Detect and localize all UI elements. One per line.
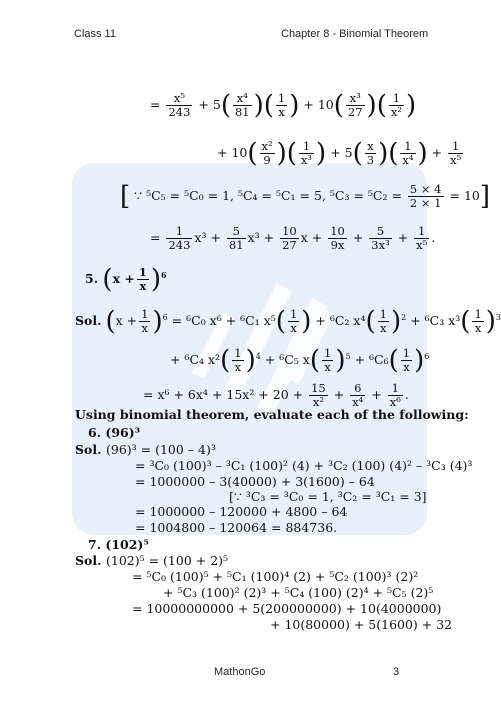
denominator: 27	[282, 238, 297, 252]
eq-text: + 10	[303, 97, 334, 112]
numerator: 1	[324, 346, 332, 360]
denominator: 243	[168, 105, 191, 119]
fraction	[350, 382, 365, 409]
solution-6-line-1: (96)³ = (100 – 4)³	[106, 442, 216, 457]
eq-text: x +	[300, 230, 323, 245]
denominator: x⁶	[389, 395, 401, 409]
denominator: 3x³	[371, 238, 390, 252]
solution-label: Sol.	[75, 442, 102, 457]
eq-text: +	[333, 387, 345, 402]
denominator: x⁵	[416, 238, 428, 252]
eq-line-2: + 10( $\frac{\text{x²}}{9}$ )( $\frac{1}{\text{x³}}$ ) + 5( $\frac{x}{3}$ )( $\frac{1}{\text{x⁴}}$ ) + $\frac{1}{\text{x⁵}}$	[217, 138, 462, 169]
denominator: x	[278, 105, 285, 119]
exponent: 6	[161, 269, 167, 280]
exponent: 6	[162, 312, 168, 322]
numerator: 1	[414, 225, 429, 239]
eq-text: +	[352, 230, 364, 245]
eq-text: = ⁶C₀ x⁶ + ⁶C₁ x⁵	[171, 313, 276, 328]
fraction	[288, 308, 299, 335]
fraction	[388, 382, 403, 409]
eq-text: .	[404, 387, 409, 402]
fraction	[166, 225, 192, 252]
solution-7-line-1: (102)⁵ = (100 + 2)⁵	[106, 553, 229, 568]
denominator: x²	[390, 105, 402, 119]
denominator: x	[139, 279, 147, 293]
eq-text: + ⁶C₂ x⁴	[315, 313, 366, 328]
section-heading: Using binomial theorem, evaluate each of the following:	[75, 407, 469, 422]
numerator: 1	[400, 140, 415, 154]
fraction	[137, 266, 149, 293]
numerator: x	[365, 140, 376, 154]
fraction	[139, 308, 150, 335]
exponent: 2	[401, 312, 407, 322]
solution-6-line-4: [∵ ³C₃ = ³C₀ = 1, ³C₂ = ³C₁ = 3]	[229, 489, 427, 504]
solution-7-line-5: + 10(80000) + 5(1600) + 32	[270, 617, 453, 632]
eq-line-3-bracket: [ ∵ ⁵C₅ = ⁵C₀ = 1, ⁵C₄ = ⁵C₁ = 5, ⁵C₃ = ⁵C₂ = $\frac{5 \times 4}{2 \times 1}$ = 10]	[120, 181, 491, 212]
numerator: 1	[388, 382, 403, 396]
numerator: 1	[474, 307, 482, 321]
fraction	[448, 140, 463, 167]
solution-5-row-2: + ⁶C₄ x²( $\frac{1}{x}$ )$^4$ + ⁶C₅ x( $\frac{1}{x}$ )$^5$ + ⁶C₆( $\frac{1}{x}$ )$^6$	[170, 345, 430, 376]
fraction	[389, 92, 404, 119]
eq-text: + ⁶C₄ x²	[170, 352, 221, 367]
fraction	[328, 225, 347, 252]
eq-text: x +	[112, 271, 135, 286]
eq-text: + ⁶C₃ x³	[410, 313, 461, 328]
numerator: 10	[282, 224, 297, 238]
denominator: x	[474, 321, 482, 335]
denominator: 27	[347, 105, 363, 119]
eq-text: = x⁶ + 6x⁴ + 15x² + 20 +	[143, 387, 304, 402]
solution-6-line-6: = 1004800 – 120064 = 884736.	[135, 520, 338, 535]
solution-7-line-4: = 10000000000 + 5(200000000) + 10(4000000)	[132, 601, 442, 616]
exponent: 6	[424, 351, 430, 361]
eq-text: +	[431, 145, 443, 160]
eq-text: .	[431, 230, 436, 245]
fraction	[233, 92, 252, 119]
numerator: x⁵	[166, 92, 192, 106]
fraction	[309, 382, 328, 409]
fraction	[322, 347, 333, 374]
numerator: x²	[261, 139, 273, 153]
solution-5-row-1: Sol. (x + $\frac{1}{x}$ )$^6$ = ⁶C₀ x⁶ + ⁶C₁ x⁵( $\frac{1}{x}$ ) + ⁶C₂ x⁴( $\frac{1}{x}$ )$^2$ + ⁶C₃ x³( $\frac{1}{x}$ )$^3$	[75, 306, 501, 337]
numerator: 6	[350, 382, 365, 396]
fraction	[400, 140, 415, 167]
fraction	[299, 140, 314, 167]
eq-text: + 10	[217, 145, 248, 160]
denominator: 243	[168, 238, 191, 252]
question-5: 5. (x + $\frac{1}{x}$ )$^6$	[85, 264, 167, 295]
eq-text: + ⁶C₅ x	[264, 352, 310, 367]
fraction	[276, 92, 287, 119]
eq-text: ∵ ⁵C₅ = ⁵C₀ = 1, ⁵C₄ = ⁵C₁ = 5, ⁵C₃ = ⁵C₂ =	[134, 188, 402, 203]
denominator: x	[290, 321, 297, 335]
eq-text: = 10	[449, 188, 480, 203]
denominator: x²	[312, 395, 324, 409]
numerator: 1	[138, 265, 147, 279]
footer-brand: MathonGo	[214, 666, 266, 678]
fraction	[227, 225, 246, 252]
denominator: x	[324, 360, 331, 374]
eq-text: x³ +	[194, 230, 221, 245]
fraction	[472, 308, 483, 335]
solution-5-row-3	[143, 382, 409, 409]
header-chapter: Chapter 8 - Binomial Theorem	[281, 28, 429, 40]
question-number: 5.	[85, 271, 99, 286]
denominator: 81	[234, 105, 250, 119]
eq-text: x³ +	[247, 230, 275, 245]
numerator: 15	[311, 381, 326, 395]
numerator: 10	[330, 224, 345, 238]
numerator: 5	[369, 225, 391, 239]
eq-text: =	[150, 230, 161, 245]
denominator: x	[141, 321, 149, 335]
fraction	[378, 308, 389, 335]
exponent: 5	[345, 351, 351, 361]
solution-6-line-2: = ³C₀ (100)³ – ³C₁ (100)² (4) + ³C₂ (100) (4)² – ³C₃ (4)³	[135, 458, 473, 473]
numerator: 1	[166, 225, 192, 239]
numerator: 1	[234, 346, 242, 360]
exponent: 4	[255, 351, 261, 361]
eq-text: +	[397, 230, 409, 245]
fraction	[232, 347, 243, 374]
header-class: Class 11	[74, 28, 116, 40]
fraction	[260, 140, 275, 167]
numerator: 1	[379, 307, 387, 321]
denominator: x⁴	[352, 395, 364, 409]
numerator: x³	[346, 92, 365, 106]
numerator: 1	[402, 346, 411, 360]
eq-line-4	[150, 225, 435, 252]
denominator: x	[403, 360, 410, 374]
numerator: 1	[141, 307, 149, 321]
fraction	[365, 140, 376, 167]
eq-text: x +	[115, 313, 138, 328]
solution-6-line-3: = 1000000 – 3(40000) + 3(1600) – 64	[135, 474, 375, 489]
denominator: 2 × 1	[409, 196, 442, 210]
eq-text: + 5	[330, 145, 353, 160]
fraction	[166, 92, 192, 119]
eq-text: + 5	[198, 97, 221, 112]
numerator: 1	[289, 307, 298, 321]
fraction	[408, 183, 444, 210]
denominator: x³	[300, 153, 313, 167]
fraction	[280, 225, 299, 252]
eq-text: +	[371, 387, 382, 402]
solution-label: Sol.	[75, 313, 102, 328]
eq-text: + ⁶C₆	[354, 352, 389, 367]
exponent: 3	[495, 312, 501, 322]
denominator: 81	[228, 238, 244, 252]
fraction	[414, 225, 429, 252]
numerator: 5 × 4	[409, 182, 442, 196]
numerator: 5	[227, 225, 246, 239]
numerator: 1	[448, 140, 463, 154]
question-6: 6. (96)³	[88, 425, 141, 440]
eq-text: =	[150, 97, 161, 112]
solution-label: Sol.	[75, 553, 102, 568]
page-number: 3	[393, 666, 400, 678]
solution-7-line-3: + ⁵C₃ (100)² (2)³ + ⁵C₄ (100) (2)⁴ + ⁵C₅ (2)⁵	[163, 585, 434, 600]
fraction	[401, 347, 412, 374]
solution-6-line-5: = 1000000 – 120000 + 4800 – 64	[135, 504, 348, 519]
fraction	[346, 92, 365, 119]
denominator: x	[380, 321, 387, 335]
eq-line-1: = $\frac{\text{x⁵}}{243}$ + 5( $\frac{\text{x⁴}}{81}$ )( $\frac{1}{x}$ ) + 10( $\frac{\text{x³}}{27}$ )( $\frac{1}{\text{x²}}$ )	[150, 90, 417, 121]
denominator: x⁵	[450, 153, 462, 167]
question-7: 7. (102)⁵	[88, 537, 149, 552]
denominator: x	[234, 360, 242, 374]
numerator: 1	[299, 140, 314, 154]
denominator: x⁴	[402, 153, 414, 167]
numerator: 1	[389, 92, 404, 106]
denominator: 9x	[330, 238, 345, 252]
numerator: 1	[277, 91, 286, 105]
numerator: x⁴	[233, 92, 252, 106]
fraction	[369, 225, 391, 252]
denominator: 3	[366, 153, 375, 167]
solution-7-line-2: = ⁵C₀ (100)⁵ + ⁵C₁ (100)⁴ (2) + ⁵C₂ (100)³ (2)²	[132, 569, 419, 584]
denominator: 9	[263, 153, 271, 167]
